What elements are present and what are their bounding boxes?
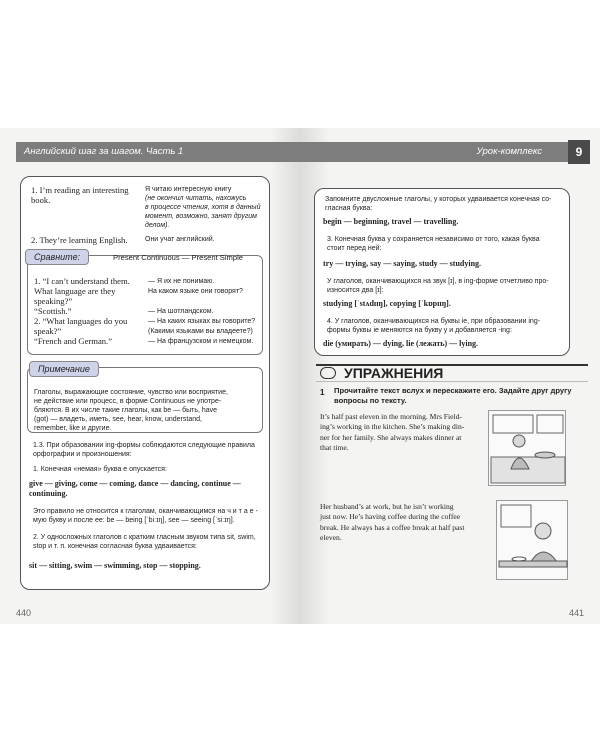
example2-en: 2. They’re learning English. <box>31 235 128 245</box>
grammar-box-left <box>20 176 270 590</box>
example-en: 1. I’m reading an interesting book. <box>31 185 129 205</box>
rule1-note: Это правило не относится к глаголам, оканчивающимся на ч и т а е - мую букву и после ee: be — being [ˈbiːɪŋ], see — seeing [ˈsiːɪŋ]. <box>33 508 258 524</box>
rule1-examples: give — giving, come — coming, dance — dancing, continue — continuing. <box>29 479 241 498</box>
rule3-note-examples: studying [ˈstʌdɪɪŋ], copying [ˈkɒpɪɪŋ]. <box>323 299 451 308</box>
rule4-examples: die (умирать) — dying, lie (лежать) — lying. <box>323 339 479 348</box>
exercise-number: 1 <box>320 388 325 397</box>
compare-box <box>27 255 263 355</box>
exercises-header <box>316 364 566 382</box>
paragraph-1: It’s half past eleven in the morning. Mrs Field- ing’s working in the kitchen. She’s making din- ner for her family. She always makes dinner at that time. <box>320 412 465 453</box>
exercise-instruction: Прочитайте текст вслух и перескажите его. Задайте друг другу вопросы по тексту. <box>334 386 572 405</box>
rule3-note: У глаголов, оканчивающихся на звук [ɪ], в ing-форме отчетливо про- износится два [ɪ]: <box>327 278 549 294</box>
rule1: 1. Конечная «немая» буква е опускается: <box>33 466 167 473</box>
rule3: 3. Конечная буква у сохраняется независимо от того, какая буква стоит перед ней: <box>327 236 540 252</box>
book-spread <box>0 128 600 624</box>
left-page <box>0 128 300 624</box>
rule2: 2. У односложных глаголов с кратким гласным звуком типа sit, swim, stop и т. п. конечная согласная буква удваивается: <box>33 534 256 550</box>
compare-ru: — Я их не понимаю. На каком языке они говорят? — На шотландском. — На каких языках вы говорите? (Какими языками вы владеете?) — На французском и немецком. <box>148 278 256 345</box>
compare-en: 1. “I can’t understand them. What language are they speaking?” “Scottish.” 2. “What languages do you speak?” “French and German.” <box>34 276 130 346</box>
right-running-header: Урок-комплекс <box>300 142 570 162</box>
left-page-number: 440 <box>16 608 32 618</box>
left-running-header: Английский шаг за шагом. Часть 1 <box>16 142 300 162</box>
example2-ru: Они учат английский. <box>145 236 215 243</box>
compare-tag: Сравните: <box>25 249 89 265</box>
right-page <box>300 128 600 624</box>
kitchen-illustration <box>488 410 566 486</box>
rule2-examples: sit — sitting, swim — swimming, stop — stopping. <box>29 561 201 570</box>
grammar-box-right <box>314 188 570 356</box>
double-syllable-examples: begin — beginning, travel — travelling. <box>323 217 459 226</box>
office-illustration <box>496 500 568 580</box>
double-syllable-intro: Запомните двусложные глаголы, у которых удваивается конечная со- гласная буква: <box>325 196 552 212</box>
paragraph-2: Her husband’s at work, but he isn’t working just now. He’s having coffee during the coffee break. He always has a coffee break at half past eleven. <box>320 502 465 543</box>
rules-intro: 1.3. При образовании ing-формы соблюдаются следующие правила орфографии и произношения: <box>33 442 255 458</box>
lesson-badge: 9 <box>568 140 590 164</box>
rule3-examples: try — trying, say — saying, study — studying. <box>323 259 482 268</box>
rule4: 4. У глаголов, оканчивающихся на буквы ie, при образовании ing- формы буквы ie меняются на букву y и добавляется -ing: <box>327 318 541 334</box>
example-ru: Я читаю интересную книгу (не окончил читать, нахожусь в процессе чтения, хотя в данный момент, возможно, занят другим делом). <box>145 186 261 229</box>
note-text: Глаголы, выражающие состояние, чувство или восприятие, не действие или процесс, в форме Continuous не употре- бляются. В их числе такие глаголы, как be — быть, have (got) — владеть, иметь, see, hear, know, understand, remember, like и другие. <box>34 389 228 432</box>
note-tag: Примечание <box>29 361 99 377</box>
right-page-number: 441 <box>568 608 584 618</box>
compare-title: Present Continuous — Present Simple <box>113 253 244 262</box>
speech-bubble-icon <box>320 367 336 379</box>
exercises-title: УПРАЖНЕНИЯ <box>344 365 444 381</box>
